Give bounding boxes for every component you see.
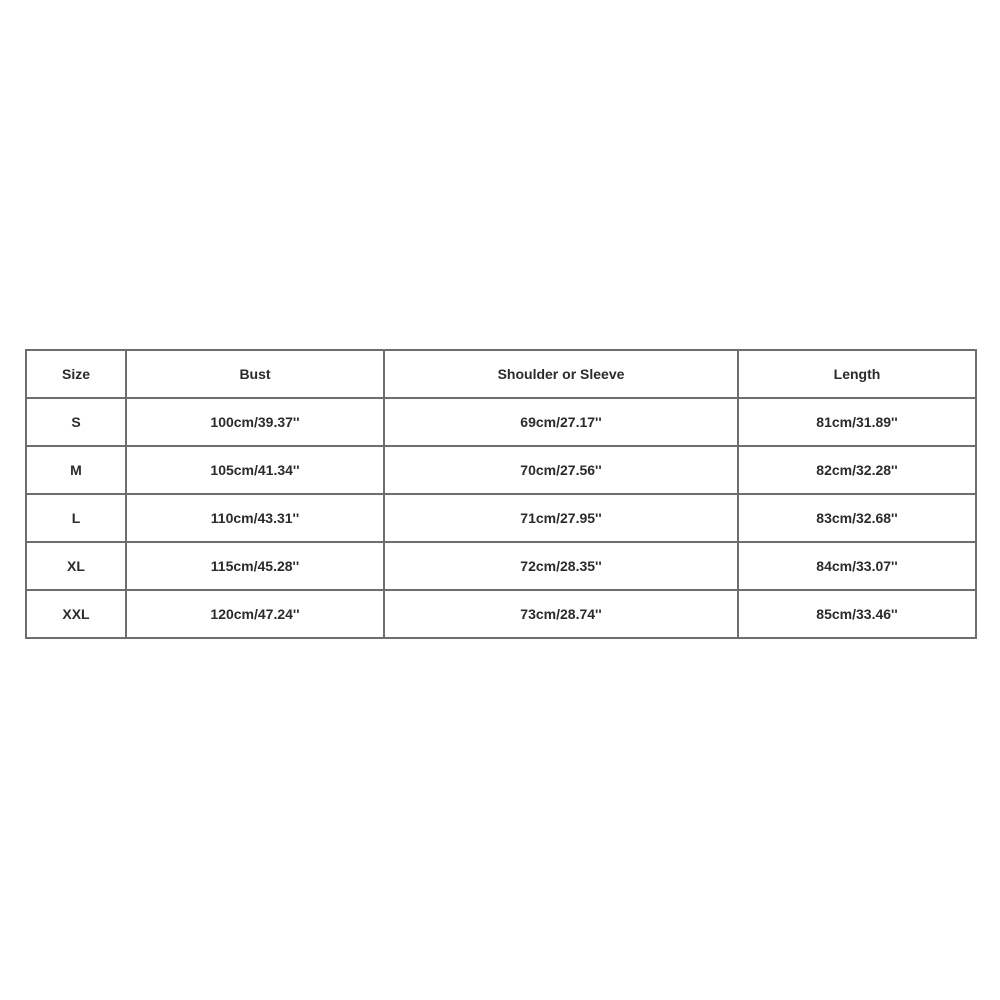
- cell-shoulder-or-sleeve: 70cm/27.56'': [384, 446, 738, 494]
- header-bust: Bust: [126, 350, 384, 398]
- cell-bust: 110cm/43.31'': [126, 494, 384, 542]
- table-header-row: [26, 350, 976, 398]
- table-row: [26, 494, 976, 542]
- cell-size: M: [26, 446, 126, 494]
- cell-size: L: [26, 494, 126, 542]
- cell-size: XXL: [26, 590, 126, 638]
- cell-length: 84cm/33.07'': [738, 542, 976, 590]
- cell-size: XL: [26, 542, 126, 590]
- cell-bust: 105cm/41.34'': [126, 446, 384, 494]
- cell-length: 83cm/32.68'': [738, 494, 976, 542]
- cell-shoulder-or-sleeve: 72cm/28.35'': [384, 542, 738, 590]
- cell-size: S: [26, 398, 126, 446]
- cell-length: 81cm/31.89'': [738, 398, 976, 446]
- cell-shoulder-or-sleeve: 69cm/27.17'': [384, 398, 738, 446]
- table-row: [26, 446, 976, 494]
- table-row: [26, 590, 976, 638]
- cell-bust: 120cm/47.24'': [126, 590, 384, 638]
- cell-length: 85cm/33.46'': [738, 590, 976, 638]
- cell-shoulder-or-sleeve: 73cm/28.74'': [384, 590, 738, 638]
- cell-shoulder-or-sleeve: 71cm/27.95'': [384, 494, 738, 542]
- cell-length: 82cm/32.28'': [738, 446, 976, 494]
- header-shoulder-or-sleeve: Shoulder or Sleeve: [384, 350, 738, 398]
- header-length: Length: [738, 350, 976, 398]
- cell-bust: 115cm/45.28'': [126, 542, 384, 590]
- size-chart-table: [25, 349, 977, 639]
- header-size: Size: [26, 350, 126, 398]
- table-row: [26, 398, 976, 446]
- cell-bust: 100cm/39.37'': [126, 398, 384, 446]
- table-row: [26, 542, 976, 590]
